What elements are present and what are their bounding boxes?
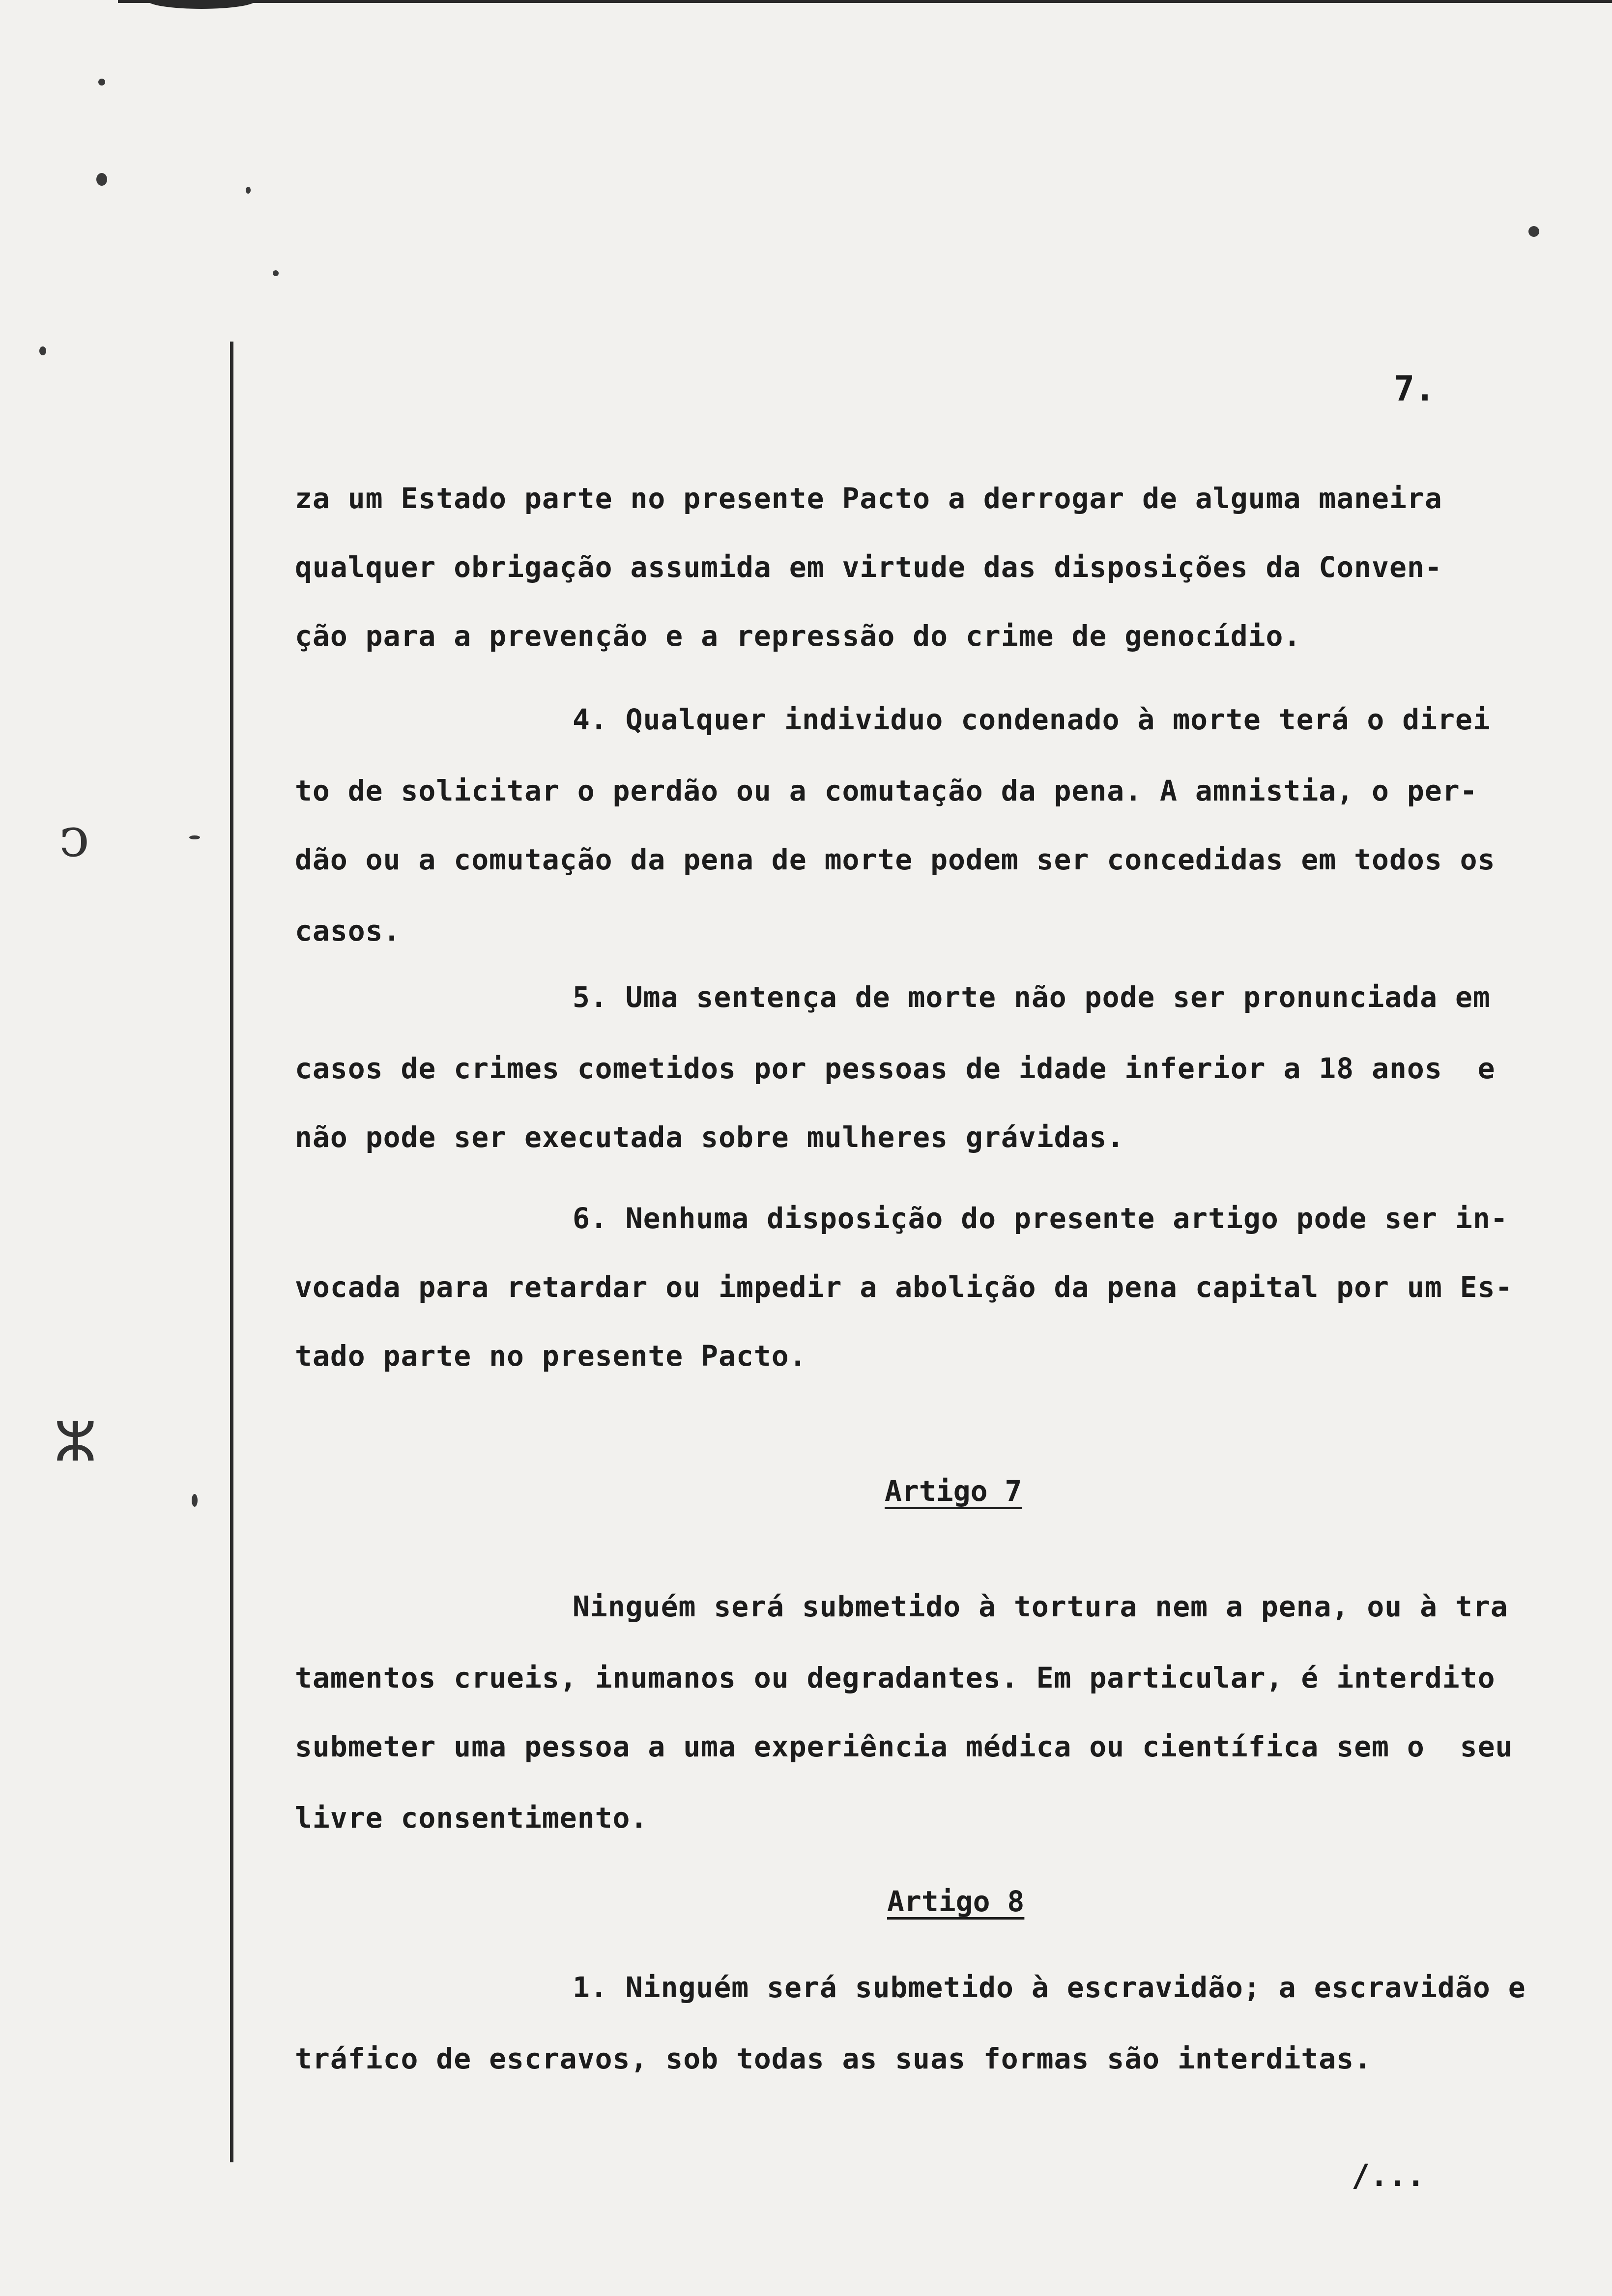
text-line: submeter uma pessoa a uma experiência médica ou científica sem o seu bbox=[295, 1730, 1513, 1763]
text-line: ção para a prevenção e a repressão do crime de genocídio. bbox=[295, 619, 1301, 653]
text-line: 4. Qualquer individuo condenado à morte terá o direi bbox=[573, 703, 1491, 736]
page-number: 7. bbox=[1394, 369, 1436, 409]
scan-top-mark bbox=[147, 0, 256, 9]
article-heading: Artigo 7 bbox=[885, 1474, 1022, 1508]
scan-speck bbox=[192, 1494, 198, 1507]
margin-rule bbox=[230, 342, 233, 2162]
text-line: tado parte no presente Pacto. bbox=[295, 1339, 807, 1373]
scan-speck bbox=[1528, 226, 1539, 237]
text-line: casos de crimes cometidos por pessoas de idade inferior a 18 anos e bbox=[295, 1052, 1496, 1085]
scan-speck bbox=[39, 346, 46, 355]
scan-speck bbox=[96, 173, 107, 186]
continuation-mark: /... bbox=[1352, 2157, 1425, 2193]
text-line: vocada para retardar ou impedir a abolição da pena capital por um Es- bbox=[295, 1270, 1513, 1304]
text-line: Ninguém será submetido à tortura nem a pena, ou à tra bbox=[573, 1590, 1508, 1623]
text-line: qualquer obrigação assumida em virtude das disposições da Conven- bbox=[295, 550, 1442, 584]
text-line: dão ou a comutação da pena de morte podem ser concedidas em todos os bbox=[295, 843, 1496, 876]
text-line: tamentos crueis, inumanos ou degradantes. Em particular, é interdito bbox=[295, 1661, 1496, 1694]
scan-speck bbox=[246, 187, 251, 194]
scan-top-edge bbox=[118, 0, 1612, 3]
article-heading: Artigo 8 bbox=[887, 1885, 1025, 1918]
scan-speck bbox=[98, 79, 105, 86]
text-line: 5. Uma sentença de morte não pode ser pronunciada em bbox=[573, 980, 1491, 1014]
text-line: casos. bbox=[295, 914, 401, 947]
text-line: livre consentimento. bbox=[295, 1801, 648, 1835]
text-line: za um Estado parte no presente Pacto a derrogar de alguma maneira bbox=[295, 482, 1442, 515]
text-line: to de solicitar o perdão ou a comutação da pena. A amnistia, o per- bbox=[295, 774, 1478, 807]
text-line: 6. Nenhuma disposição do presente artigo pode ser in- bbox=[573, 1202, 1508, 1235]
scan-speck bbox=[273, 270, 279, 276]
text-line: tráfico de escravos, sob todas as suas formas são interditas. bbox=[295, 2042, 1372, 2075]
text-line: 1. Ninguém será submetido à escravidão; a escravidão e bbox=[573, 1971, 1526, 2004]
scan-speck bbox=[189, 835, 200, 839]
text-line: não pode ser executada sobre mulheres grávidas. bbox=[295, 1120, 1125, 1154]
margin-scribble: ⵣ bbox=[54, 1410, 97, 1473]
margin-scribble: ↄ bbox=[59, 806, 89, 869]
